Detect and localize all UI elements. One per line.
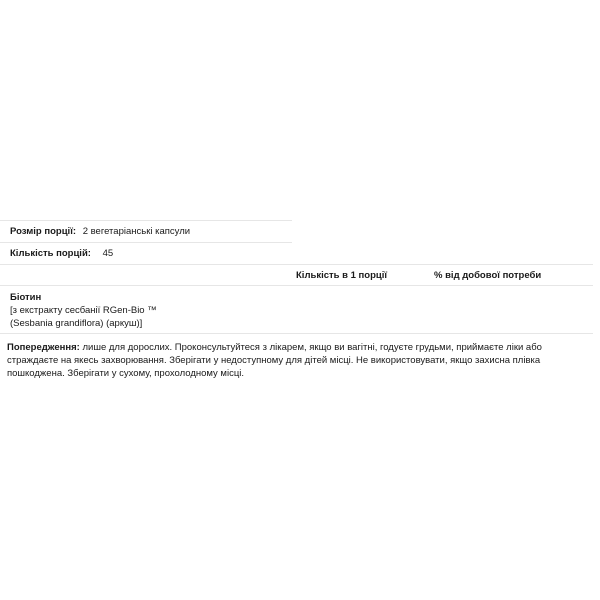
divider [0,264,593,265]
servings-label: Кількість порцій: [10,248,91,259]
divider [0,220,292,221]
servings-value: 45 [102,248,114,259]
warning-body: лише для дорослих. Проконсультуйтеся з лікарем, якщо ви вагітні, годуєте грудьми, приймаєте ліки або страждаєте на якесь захворювання. Зберігати у недоступному для дітей місці. Не використовувати, якщо захисна плівка пошкоджена. Зберігати у сухому, прохолодному місці. [7,342,542,379]
divider [0,285,593,286]
ingredient-source-line: [з екстракту сесбанії RGen-Bio ™ [10,305,157,316]
servings-row [10,248,113,260]
ingredient-name: Біотин [10,292,42,303]
daily-value-column-header: % від добової потреби [434,270,542,281]
amount-column-header: Кількість в 1 порції [296,270,388,281]
serving-size-row [10,226,190,238]
divider [0,333,593,334]
serving-size-label: Розмір порції: [10,226,77,237]
serving-size-value: 2 вегетаріанські капсули [82,226,191,237]
ingredient-source-line: (Sesbania grandiflora) (аркуш)] [10,318,143,329]
divider [0,242,292,243]
warning-label: Попередження: [7,342,80,353]
warning-text [7,341,593,380]
ingredient-row [10,291,157,330]
